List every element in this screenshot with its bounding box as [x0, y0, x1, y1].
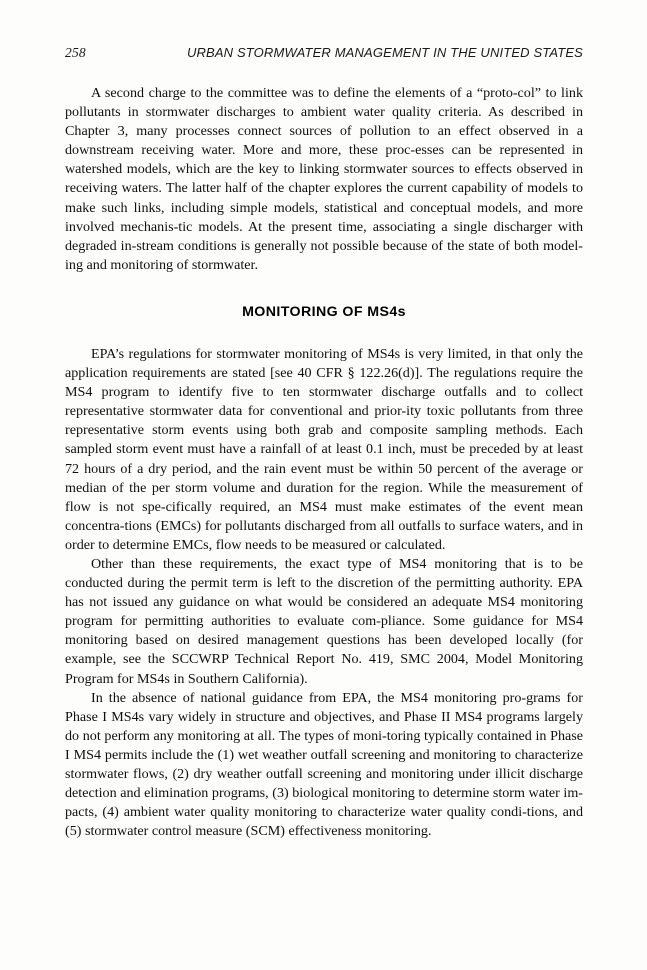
- paragraph-intro: A second charge to the committee was to define the elements of a “proto-col” to link pollutants in stormwater discharges to ambient water quality criteria. As described in Chapter 3, many processes connect sources of pollution to an effect observed in a downstream receiving water. More and more, these proc-esses can be represented in watershed models, which are the key to linking stormwater sources to effects observed in receiving waters. The latter half of the chapter explores the current capability of models to make such links, including simple models, statistical and conceptual models, and more involved mechanis-tic models. At the present time, associating a single discharger with degraded in-stream conditions is generally not possible because of the state of both model-ing and monitoring of stormwater.: [65, 85, 583, 273]
- paragraph-phase-programs: In the absence of national guidance from EPA, the MS4 monitoring pro-grams for Phase I MS4s vary widely in structure and objectives, and Phase II MS4 programs largely do not perform any monitoring at all. The types of moni-toring typically contained in Phase I MS4 permits include the (1) wet weather outfall screening and monitoring to characterize stormwater flows, (2) dry weather outfall screening and monitoring under illicit discharge detection and elimination programs, (3) biological monitoring to determine storm water im-pacts, (4) ambient water quality monitoring to characterize water quality condi-tions, and (5) stormwater control measure (SCM) effectiveness monitoring.: [65, 689, 583, 840]
- section-heading-monitoring-of-ms4s: MONITORING OF MS4s: [242, 303, 406, 320]
- paragraph-permit-discretion: Other than these requirements, the exact type of MS4 monitoring that is to be conducted during the permit term is left to the discretion of the permitting authority. EPA has not issued any guidance on what would be considered an adequate MS4 monitoring program for permitting authorities to evaluate com-pliance. Some guidance for MS4 monitoring based on desired management questions has been developed locally (for example, see the SCCWRP Technical Report No. 419, SMC 2004, Model Monitoring Program for MS4s in Southern California).: [65, 555, 583, 687]
- running-title: URBAN STORMWATER MANAGEMENT IN THE UNITED STATES: [186, 45, 583, 60]
- paragraph-epa-regulations: EPA’s regulations for stormwater monitoring of MS4s is very limited, in that only the application requirements are stated [see 40 CFR § 122.26(d)]. The regulations require the MS4 program to identify five to ten stormwater discharge outfalls and to collect representative stormwater data for conventional and prior-ity toxic pollutants from three representative storm events using both grab and composite sampling methods. Each sampled storm event must have a rainfall of at least 0.1 inch, must be preceded by at least 72 hours of a dry period, and the rain event must be within 50 percent of the average or median of the per storm volume and duration for the region. While the measurement of flow is not spe-cifically required, an MS4 must make estimates of the event mean concentra-tions (EMCs) for pollutants discharged from all outfalls to surface waters, and in order to determine EMCs, flow needs to be measured or calculated.: [65, 345, 583, 553]
- page-number: 258: [65, 45, 86, 60]
- running-header: [65, 45, 583, 63]
- text-column: [65, 84, 583, 841]
